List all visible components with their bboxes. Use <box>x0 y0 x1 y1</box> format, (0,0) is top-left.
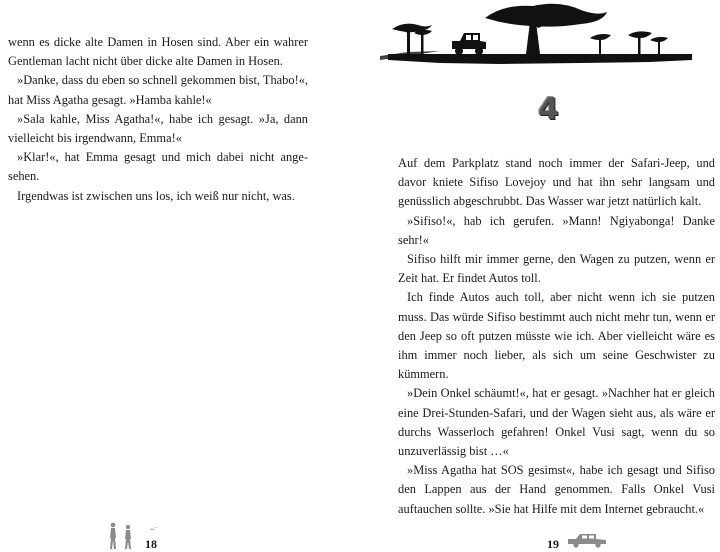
jeep-icon <box>566 532 610 548</box>
paragraph: »Miss Agatha hat SOS gesimst«, habe ich gesagt und Sifiso den Lappen aus der Hand genommen. Falls Onkel Vusi auftauchen sollte. »Sie hat Hilfe mit dem Internet gebraucht.« <box>398 463 715 516</box>
walking-children-icon <box>104 520 168 552</box>
paragraph: »Sala kahle, Miss Agatha!«, habe ich gesagt. »Ja, dann vielleicht bis irgendwann, Emma!« <box>8 111 308 146</box>
paragraph: »Sifiso!«, hab ich gerufen. »Mann! Ngiyabonga! Danke sehr!« <box>398 213 715 247</box>
paragraph: Auf dem Parkplatz stand noch immer der Safari-Jeep, und davor kniete Sifiso Lovejoy und hat ihn sehr langsam und genüsslich abgeschrubbt. Das Wasser war jetzt natürlich kalt. <box>398 156 715 209</box>
left-page <box>0 0 340 552</box>
page-number: 18 <box>145 537 157 551</box>
paragraph: »Dein Onkel schäumt!«, hat er gesagt. »Nachher hat er gleich eine Drei-Stunden-Safari, und der Wagen sieht aus, als wäre er durchs Wasserloch gefahren! Onkel Vusi sagt, wenn du so unzuverlässig bist …« <box>398 386 715 459</box>
right-page-text <box>398 154 715 519</box>
paragraph: »Klar!«, hat Emma gesagt und mich dabei nicht angesehen. <box>8 150 308 184</box>
paragraph: wenn es dicke alte Damen in Hosen sind. Aber ein wahrer Gentleman lacht nicht über dicke alte Damen in Hosen. <box>8 35 308 69</box>
right-page <box>360 0 720 552</box>
page-number: 19 <box>547 537 559 551</box>
chapter-number: 4 <box>538 92 559 127</box>
paragraph: Irgendwas ist zwischen uns los, ich weiß nur nicht, was. <box>17 188 295 203</box>
left-page-text <box>8 33 308 206</box>
paragraph: »Danke, dass du eben so schnell gekommen bist, Thabo!«, hat Miss Agatha gesagt. »Hamba kahle!« <box>8 73 308 107</box>
paragraph: Sifiso hilft mir immer gerne, den Wagen zu putzen, wenn er Zeit hat. Er findet Autos toll. <box>398 252 715 286</box>
savanna-landscape-icon <box>380 0 700 75</box>
paragraph: Ich finde Autos auch toll, aber nicht wenn ich sie putzen muss. Das würde Sifiso bestimmt auch nicht mehr tun, wenn er den Jeep so oft putzen müsste wie ich. Aber vielleicht wäre es ihm immer noch lieber, als sich um seine Geschwister zu kümmern. <box>398 290 715 382</box>
